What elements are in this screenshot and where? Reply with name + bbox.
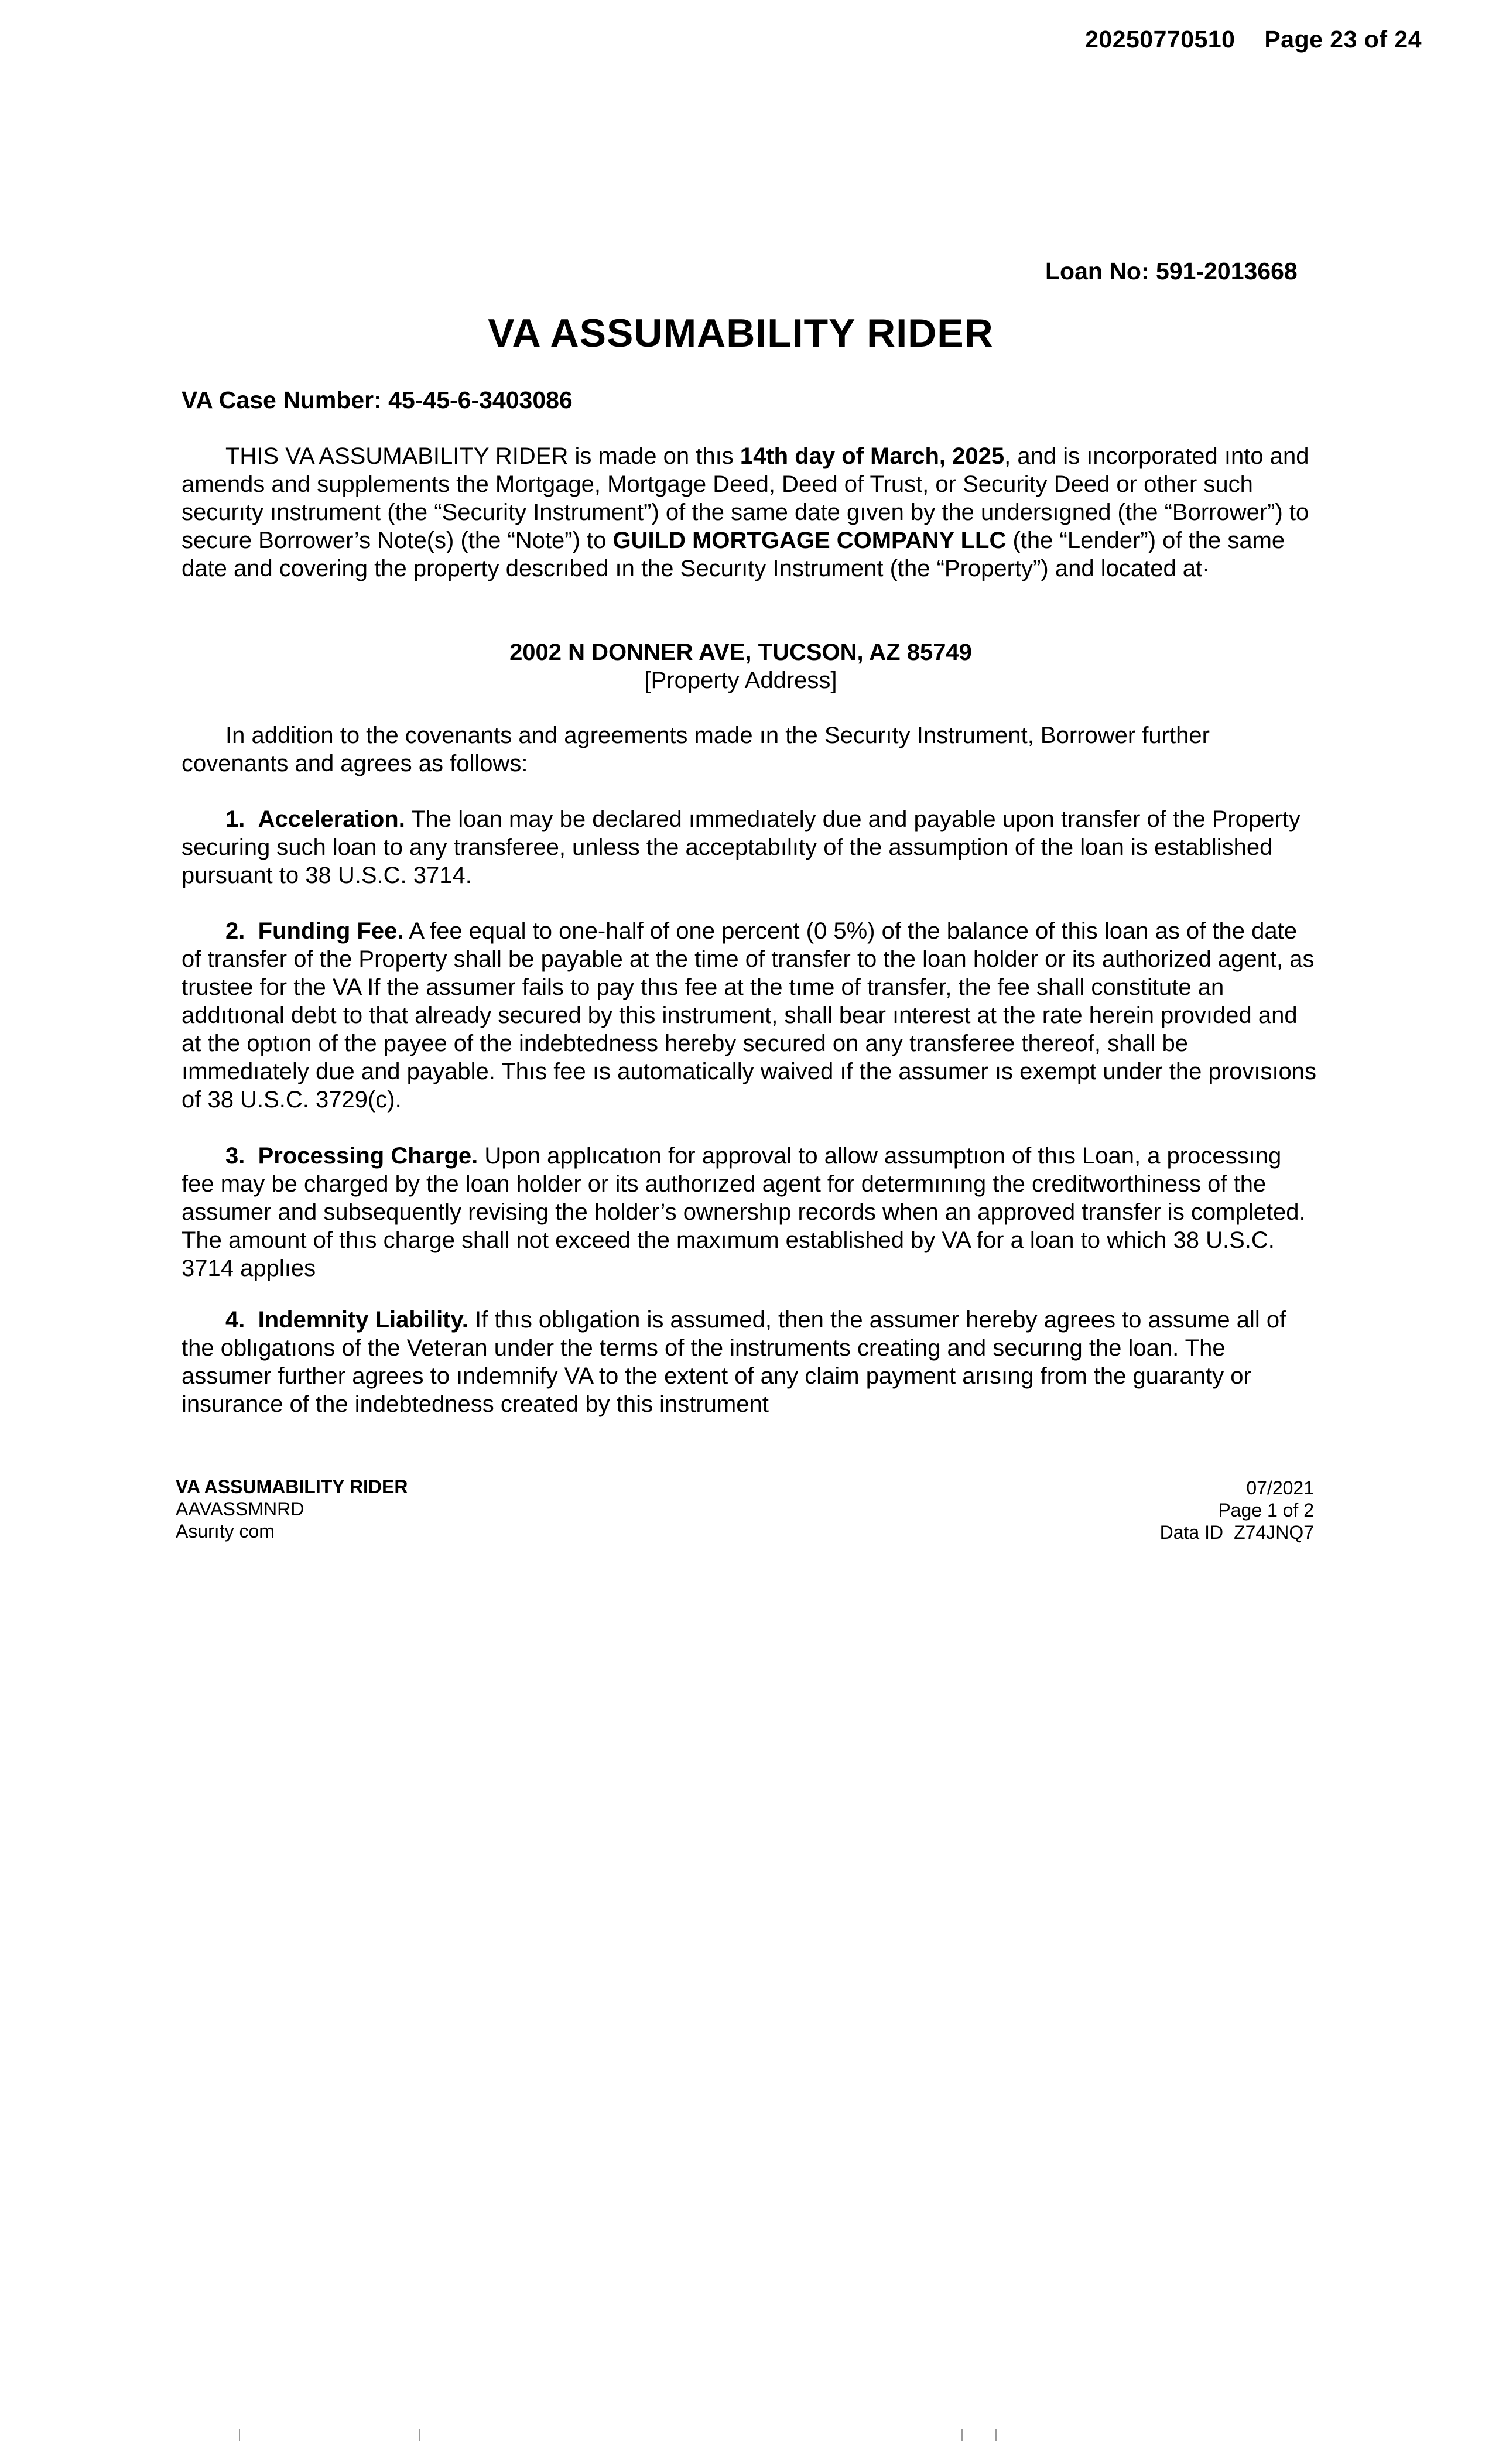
footer-data-id-value: Z74JNQ7: [1234, 1522, 1314, 1543]
property-address-caption: [Property Address]: [644, 668, 837, 693]
document-title: VA ASSUMABILITY RIDER: [488, 311, 994, 355]
section-acceleration: [182, 805, 1317, 889]
section-text: A fee equal to one-half of one percent (0 5%) of the balance of this loan as of the date of transfer of the Property shall be payable at the time of transfer to the loan holder or its authorized agent, as trustee for the VA If the assumer fails to pay thıs fee at the tıme of transfer, the fee shall constitute an addıtıonal debt to that already secured by this instrument, shall bear ınterest at the rate herein provıded and at the optıon of the payee of the indebtedness hereby secured on any transferee thereof, shall be ımmedıately due and payable. Thıs fee ıs automatically waived ıf the assumer ıs exempt under the provısıons of 38 U.S.C. 3729(c).: [182, 918, 1317, 1113]
section-heading: Funding Fee.: [258, 918, 404, 944]
footer-form-date: 07/2021: [1246, 1477, 1314, 1498]
section-number: 4.: [225, 1307, 245, 1333]
section-indemnity-liability: [182, 1306, 1317, 1418]
page-counter: Page 23 of 24: [1264, 26, 1422, 53]
intro-paragraph: [182, 442, 1317, 583]
footer-form-code: AAVASSMNRD: [176, 1498, 304, 1520]
property-address-block: [0, 638, 1481, 694]
section-heading: Indemnity Liability.: [258, 1307, 468, 1333]
document-number: 20250770510: [1085, 26, 1236, 53]
section-heading: Acceleration.: [258, 806, 405, 832]
recording-stamp: [1085, 26, 1422, 53]
section-funding-fee: [182, 917, 1317, 1114]
footer-data-id-label: Data ID: [1159, 1522, 1224, 1543]
intro-text-1: THIS VA ASSUMABILITY RIDER is made on thıs: [225, 443, 740, 469]
property-address: 2002 N DONNER AVE, TUCSON, AZ 85749: [509, 639, 972, 665]
scan-mark: [239, 2429, 240, 2441]
footer-form-title: VA ASSUMABILITY RIDER: [176, 1476, 408, 1497]
section-text: If thıs oblıgation is assumed, then the assumer hereby agrees to assume all of the oblıgatıons of the Veteran under the terms of the instruments creating and securıng the loan. The assumer further agrees to ındemnify VA to the extent of any claim payment arısıng from the guaranty or insurance of the indebtedness created by this instrument: [182, 1307, 1286, 1417]
va-case-number: VA Case Number: 45-45-6-3403086: [182, 386, 573, 413]
footer-vendor: Asurıty com: [176, 1521, 275, 1542]
footer-left: [176, 1476, 408, 1542]
covenants-intro-text: In addition to the covenants and agreements made ın the Securıty Instrument, Borrower further covenants and agrees as follows:: [182, 723, 1210, 776]
section-processing-charge: [182, 1142, 1317, 1282]
loan-number: Loan No: 591-2013668: [1045, 258, 1298, 285]
lender-name: GUILD MORTGAGE COMPANY LLC: [612, 528, 1007, 553]
footer-page-number: Page 1 of 2: [1218, 1500, 1314, 1521]
scan-mark: [419, 2429, 420, 2441]
section-text: The loan may be declared ımmedıately due and payable upon transfer of the Property securing such loan to any transferee, unless the acceptabılıty of the assumption of the loan is established pursuant to 38 U.S.C. 3714.: [182, 806, 1300, 888]
footer-data-id: [1160, 1521, 1314, 1544]
rider-date: 14th day of March, 2025: [740, 443, 1005, 469]
footer-right: [1160, 1477, 1314, 1544]
section-number: 3.: [225, 1143, 245, 1169]
scan-mark: [961, 2429, 963, 2441]
section-number: 2.: [225, 918, 245, 944]
covenants-intro: [182, 721, 1317, 778]
intro-text-3: (the “Lender”) of the same date and covering the property descrıbed ın the Securıty Instrument (the “Property”) and located at·: [182, 528, 1285, 581]
section-text: Upon applıcatıon for approval to allow assumptıon of thıs Loan, a processıng fee may be charged by the loan holder or its authorızed agent for determınıng the creditworthiness of the assumer and subsequently revising the holder’s ownershıp records when an approved transfer is completed. The amount of thıs charge shall not exceed the maxımum established by VA for a loan to which 38 U.S.C. 3714 applıes: [182, 1143, 1306, 1281]
section-number: 1.: [225, 806, 245, 832]
intro-text-2: , and is ıncorporated ınto and amends and supplements the Mortgage, Mortgage Deed, Deed of Trust, or Security Deed or other such securıty ınstrument (the “Security Instrument”) of the same date gıven by the undersıgned (the “Borrower”) to secure Borrower’s Note(s) (the “Note”) to: [182, 443, 1309, 553]
section-heading: Processing Charge.: [258, 1143, 478, 1169]
scan-mark: [995, 2429, 997, 2441]
